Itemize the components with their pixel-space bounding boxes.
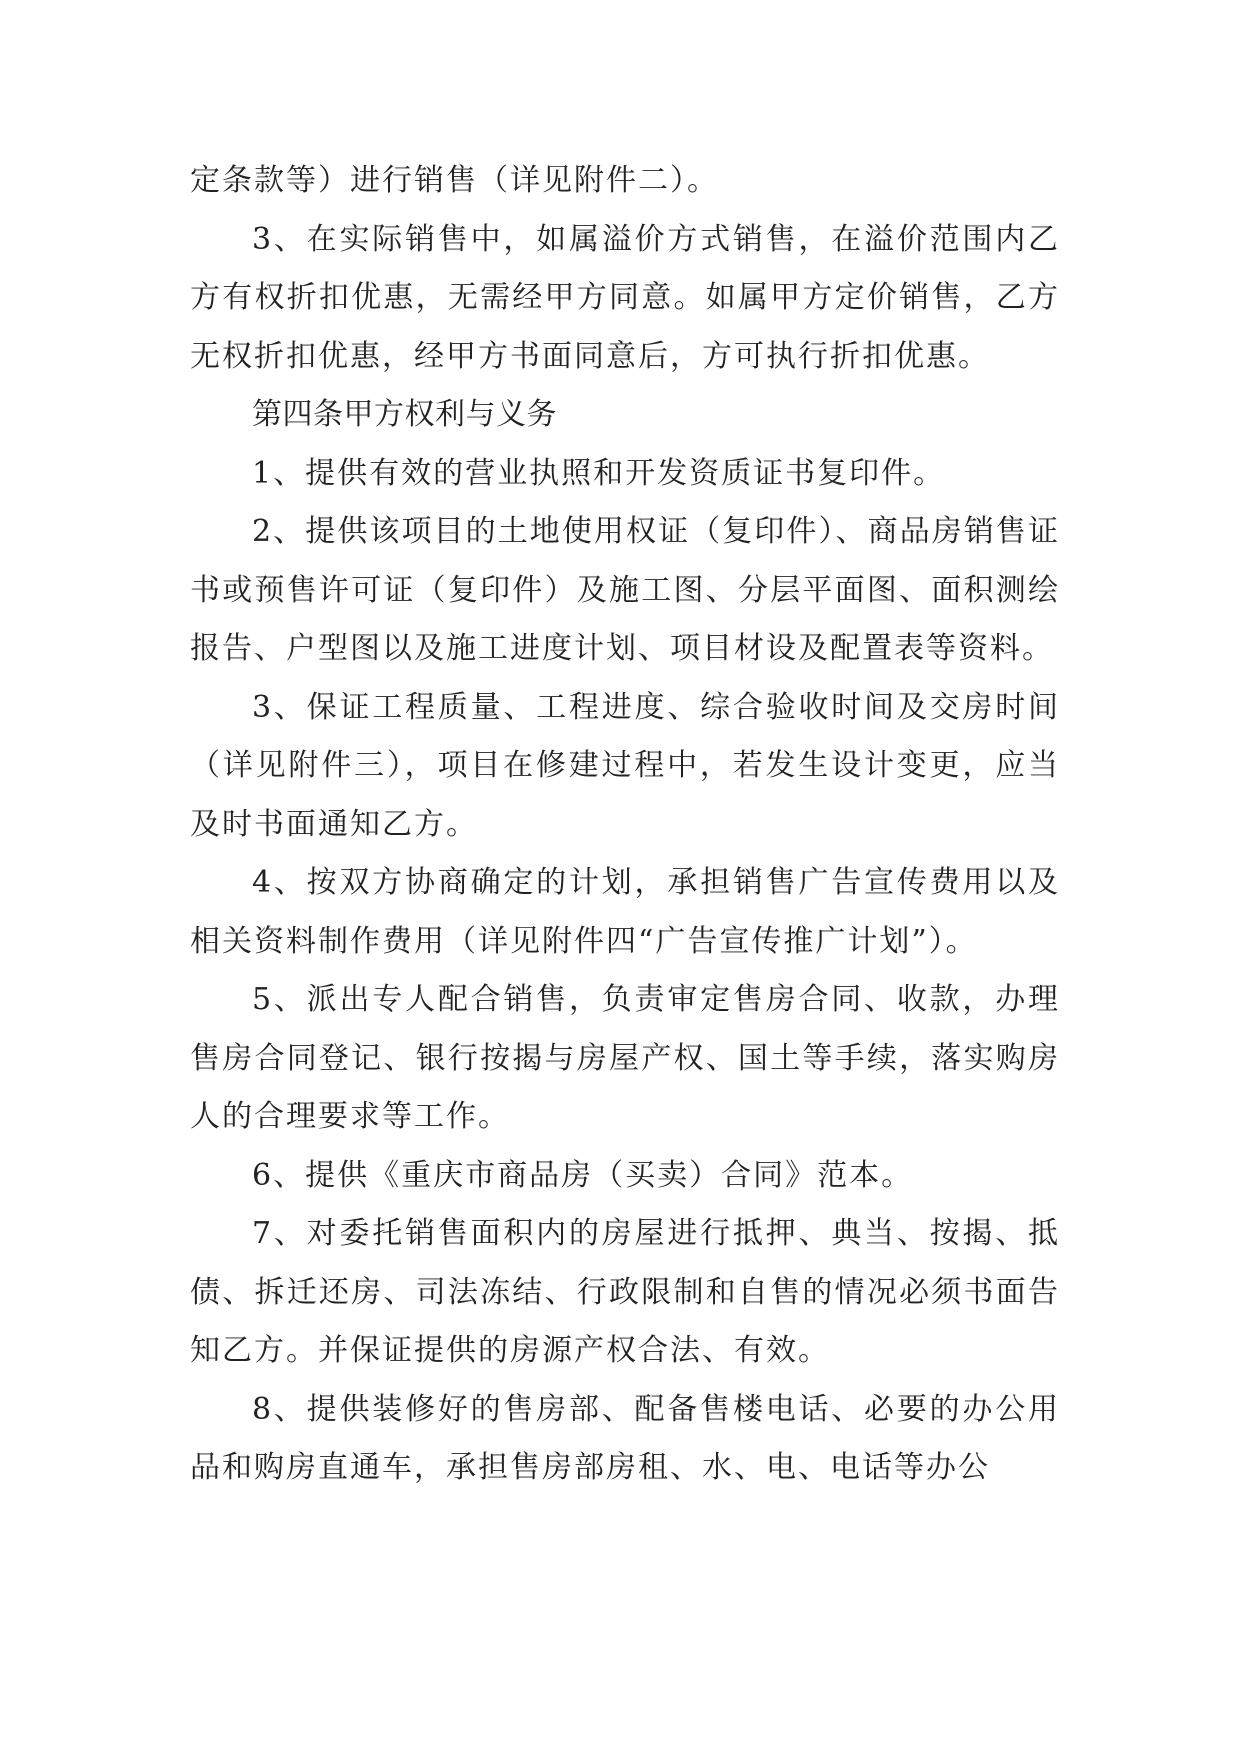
paragraph-item-3: 3、保证工程质量、工程进度、综合验收时间及交房时间（详见附件三），项目在修建过程中，若发生设计变更，应当及时书面通知乙方。 xyxy=(190,689,1060,842)
article-4-heading: 第四条甲方权利与义务 xyxy=(252,397,557,432)
paragraph-continuation: 定条款等）进行销售（详见附件二）。 xyxy=(190,163,719,198)
paragraph-item-5: 5、派出专人配合销售，负责审定售房合同、收款，办理售房合同登记、银行按揭与房屋产权、国土等手续，落实购房人的合理要求等工作。 xyxy=(190,982,1060,1134)
paragraph-item-1: 1、提供有效的营业执照和开发资质证书复印件。 xyxy=(252,455,946,491)
paragraph-item-7: 7、对委托销售面积内的房屋进行抵押、典当、按揭、抵债、拆迁还房、司法冻结、行政限制和自售的情况必须书面告知乙方。并保证提供的房源产权合法、有效。 xyxy=(190,1216,1060,1368)
document-body xyxy=(190,152,1060,1498)
paragraph-clause-3-discount: 3、在实际销售中，如属溢价方式销售，在溢价范围内乙方有权折扣优惠，无需经甲方同意。如属甲方定价销售，乙方无权折扣优惠，经甲方书面同意后，方可执行折扣优惠。 xyxy=(190,221,1060,374)
paragraph-item-8: 8、提供装修好的售房部、配备售楼电话、必要的办公用品和购房直通车，承担售房部房租、水、电、电话等办公 xyxy=(190,1391,1060,1485)
paragraph-item-6: 6、提供《重庆市商品房（买卖）合同》范本。 xyxy=(252,1157,914,1193)
paragraph-item-2: 2、提供该项目的土地使用权证（复印件）、商品房销售证书或预售许可证（复印件）及施工图、分层平面图、面积测绘报告、户型图以及施工进度计划、项目材设及配置表等资料。 xyxy=(190,514,1060,666)
paragraph-item-4: 4、按双方协商确定的计划，承担销售广告宣传费用以及相关资料制作费用（详见附件四“广告宣传推广计划”）。 xyxy=(190,865,1060,959)
